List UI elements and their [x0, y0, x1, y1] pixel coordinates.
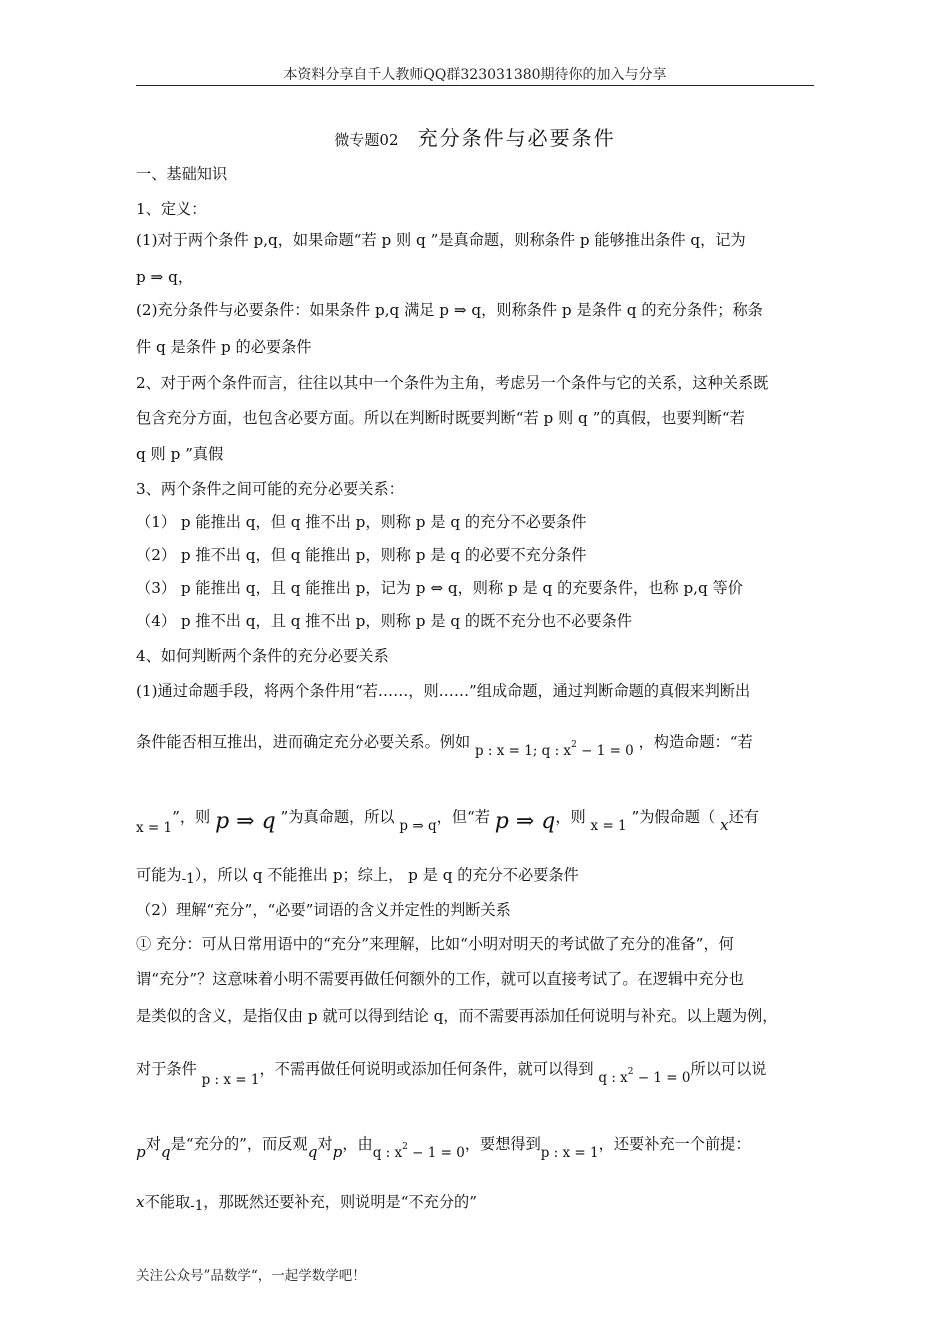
- text-run: 对于条件: [136, 1060, 197, 1078]
- relation-item: （2） p 推不出 q，但 q 能推出 p，则称 p 是 q 的必要不充分条件: [136, 546, 587, 564]
- text-run: 不能取: [144, 1193, 191, 1211]
- formula-part: − 1 = 0: [407, 1145, 465, 1161]
- text-run: 所以可以说: [690, 1060, 767, 1078]
- superscript: 2: [402, 1142, 408, 1152]
- text-run: 还有: [728, 808, 759, 826]
- text-run: ，由: [342, 1135, 373, 1153]
- page-footer: 关注公众号”品数学“，一起学数学吧！: [136, 1268, 366, 1284]
- text-run: ，还要补充一个前提：: [598, 1135, 751, 1153]
- text-run: ”，则: [172, 808, 211, 826]
- paragraph-line: ① 充分：可从日常用语中的“充分”来理解，比如“小明对明天的考试做了充分的准备”，何: [136, 935, 734, 953]
- paragraph-line: [136, 803, 816, 836]
- formula: p ⇒ q: [215, 809, 276, 834]
- text-run: ，但“若: [436, 808, 490, 826]
- superscript: 2: [627, 1067, 634, 1077]
- paragraph-line: 是类似的含义，是指仅由 p 就可以得到结论 q，而不需要再添加任何说明与补充。以上题为例，: [136, 1007, 778, 1025]
- text-run: ”为假命题（: [631, 808, 716, 826]
- text-run: ，不需再做任何说明或添加任何条件，就可以得到: [259, 1060, 594, 1078]
- paragraph-line: [136, 1058, 816, 1088]
- formula: p ⇒ q: [399, 818, 437, 834]
- text-run: 对: [145, 1135, 161, 1153]
- text-run: 对: [317, 1135, 333, 1153]
- formula: [598, 1067, 691, 1086]
- text-run: ”为真命题，所以: [280, 808, 395, 826]
- text-run: 是“充分的”，而反观: [170, 1135, 308, 1153]
- paragraph-line: [136, 1191, 816, 1212]
- judge-heading: 4、如何判断两个条件的充分必要关系: [136, 647, 389, 665]
- title-prefix: 微专题02: [334, 131, 399, 149]
- paragraph-line: [136, 1133, 816, 1161]
- formula: p : x = 1: [201, 1072, 260, 1088]
- relation-item: （1） p 能推出 q，但 q 推不出 p，则称 p 是 q 的充分不必要条件: [136, 513, 587, 531]
- text-run: ，构造命题：“若: [638, 733, 753, 751]
- paragraph-line: 谓“充分”？这意味着小明不需要再做任何额外的工作，就可以直接考试了。在逻辑中充分也: [136, 970, 744, 988]
- paragraph-line: 件 q 是条件 p 的必要条件: [136, 338, 312, 356]
- text-run: 可能为: [136, 866, 182, 884]
- formula-part: p : x = 1; q : x: [474, 743, 572, 759]
- paragraph-line: [136, 864, 816, 885]
- formula: [474, 740, 634, 759]
- formula-part: q : x: [372, 1145, 403, 1161]
- paragraph-line: q 则 p ”真假: [136, 445, 224, 463]
- formula-part: − 1 = 0: [633, 1070, 691, 1086]
- formula: p: [136, 1143, 146, 1161]
- title-main: 充分条件与必要条件: [417, 126, 616, 150]
- formula: q: [307, 1143, 318, 1161]
- formula: x: [136, 1193, 145, 1211]
- formula: p ⇒ q: [494, 809, 556, 834]
- paragraph-line: [136, 731, 816, 759]
- paragraph-line: 2、对于两个条件而言，往往以其中一个条件为主角，考虑另一个条件与它的关系，这种关系既: [136, 374, 769, 392]
- paragraph-line: (1)对于两个条件 p,q，如果命题“若 p 则 q ”是真命题，则称条件 p 能够推出条件 q，记为: [136, 231, 746, 249]
- paragraph-line: 包含充分方面，也包含必要方面。所以在判断时既要判断“若 p 则 q ”的真假，也要判断“若: [136, 409, 745, 427]
- formula-part: q : x: [598, 1070, 628, 1086]
- section-basics: 一、基础知识: [136, 165, 228, 183]
- superscript: 2: [571, 740, 577, 750]
- paragraph-line: (1)通过命题手段，将两个条件用“若……，则……”组成命题，通过判断命题的真假来判断出: [136, 682, 751, 700]
- formula: q: [160, 1143, 171, 1161]
- formula: -1: [181, 871, 195, 887]
- formula: p: [332, 1143, 343, 1161]
- formula: -1: [190, 1198, 204, 1214]
- text-run: ），所以 q 不能推出 p；综上， p 是 q 的充分不必要条件: [194, 866, 579, 884]
- document-title: [0, 122, 950, 151]
- formula-part: − 1 = 0: [576, 743, 634, 759]
- text-run: ，则: [555, 808, 586, 826]
- paragraph-line: (2)充分条件与必要条件：如果条件 p,q 满足 p ⇒ q，则称条件 p 是条件 q 的充分条件；称条: [136, 301, 763, 319]
- paragraph-line: （2）理解“充分”，“必要”词语的含义并定性的判断关系: [136, 901, 511, 919]
- relation-item: （3） p 能推出 q，且 q 能推出 p，记为 p ⇔ q，则称 p 是 q 的充要条件，也称 p,q 等价: [136, 579, 743, 597]
- formula: x = 1: [136, 820, 173, 836]
- formula: [372, 1142, 465, 1161]
- header-rule: [136, 85, 814, 86]
- text-run: 条件能否相互推出，进而确定充分必要关系。例如: [136, 733, 471, 751]
- definition-heading: 1、定义：: [136, 200, 207, 218]
- page-header: 本资料分享自千人教师QQ群323031380期待你的加入与分享: [283, 67, 667, 83]
- text-run: ，要想得到: [464, 1135, 541, 1153]
- formula: x: [720, 816, 729, 834]
- text-run: ，那既然还要补充，则说明是“不充分的”: [203, 1193, 478, 1211]
- paragraph-line: p ⇒ q，: [136, 268, 194, 286]
- formula: x = 1: [590, 818, 627, 834]
- relations-heading: 3、两个条件之间可能的充分必要关系：: [136, 480, 404, 498]
- formula: p : x = 1: [540, 1145, 599, 1161]
- relation-item: （4） p 推不出 q，且 q 推不出 p，则称 p 是 q 的既不充分也不必要条件: [136, 612, 632, 630]
